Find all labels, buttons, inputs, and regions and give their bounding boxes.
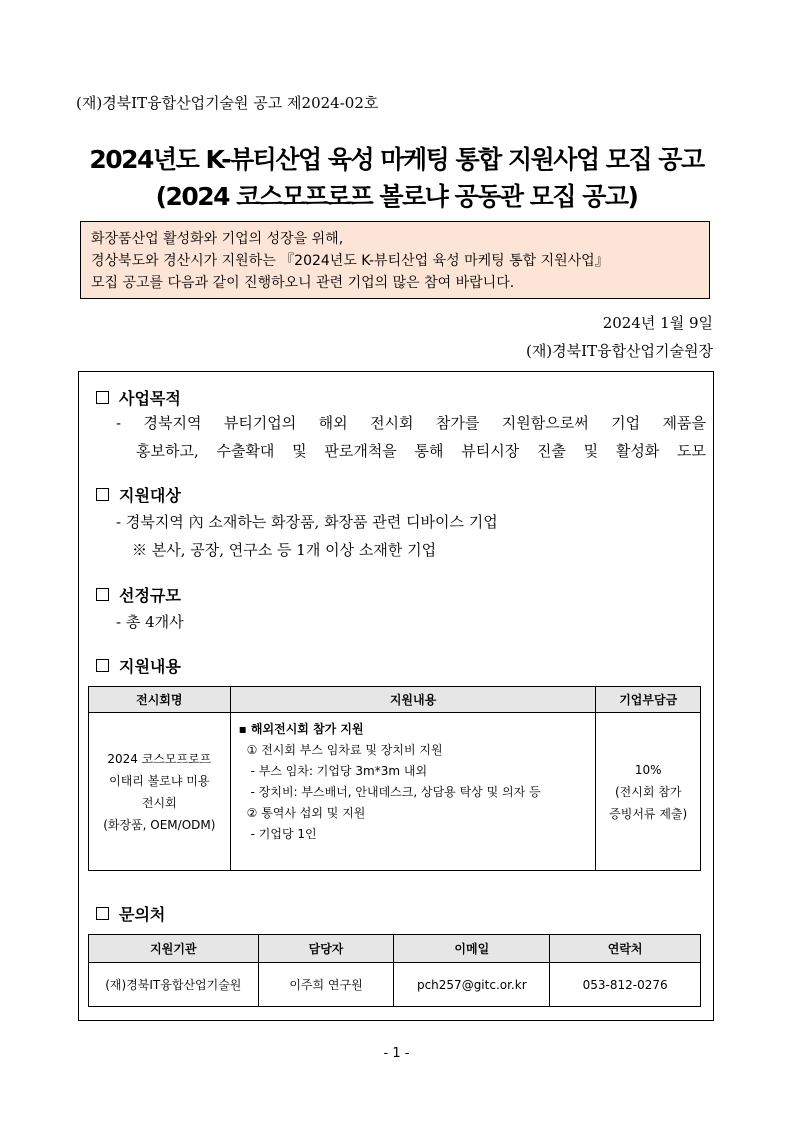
section-title: 지원대상 [119, 486, 181, 505]
section-contact-heading [96, 902, 165, 925]
table-header: 지원기관 [89, 935, 259, 963]
section-purpose-heading [96, 386, 181, 409]
exhibition-line: 2024 코스모프로프 [107, 751, 212, 766]
burden-line: 10% [634, 762, 662, 777]
support-content-table [88, 686, 701, 871]
exhibition-line: 이태리 볼로냐 미용 [109, 773, 210, 788]
issuing-organization: (재)경북IT융합산업기술원장 [525, 342, 713, 360]
intro-box [80, 221, 710, 299]
support-detail-cell [230, 713, 596, 871]
exhibition-cell [89, 713, 231, 871]
support-line: - 기업당 1인 [250, 827, 317, 841]
table-header: 기업부담금 [596, 687, 701, 713]
page-number: - 1 - [383, 1046, 410, 1061]
section-scale-heading [96, 583, 181, 606]
intro-line: 경상북도와 경산시가 지원하는 『2024년도 K-뷰티산업 육성 마케팅 통합 지원사업』 [91, 253, 609, 269]
contact-person: 이주희 연구원 [258, 963, 394, 1007]
purpose-line-1: - 경북지역 뷰티기업의 해외 전시회 참가를 지원함으로써 기업 제품을 [116, 414, 706, 432]
section-title: 사업목적 [119, 389, 181, 408]
title-line-1: 2024년도 K-뷰티산업 육성 마케팅 통합 지원사업 모집 공고 [89, 145, 704, 174]
intro-line: 모집 공고를 다음과 같이 진행하오니 관련 기업의 많은 참여 바랍니다. [91, 275, 515, 291]
table-header: 지원내용 [230, 687, 596, 713]
support-title: ▪ 해외전시회 참가 지원 [238, 722, 364, 736]
table-header: 이메일 [394, 935, 550, 963]
support-line: ① 전시회 부스 임차료 및 장치비 지원 [246, 743, 443, 757]
contact-table [88, 934, 701, 1007]
section-title: 지원내용 [119, 657, 181, 676]
target-line-1: - 경북지역 內 소재하는 화장품, 화장품 관련 디바이스 기업 [116, 513, 498, 531]
contact-email[interactable]: pch257@gitc.or.kr [394, 963, 550, 1007]
table-header-row [89, 935, 701, 963]
target-line-2: ※ 본사, 공장, 연구소 등 1개 이상 소재한 기업 [132, 541, 437, 559]
table-header: 전시회명 [89, 687, 231, 713]
support-line: ② 통역사 섭외 및 지원 [246, 806, 366, 820]
contact-phone: 053-812-0276 [550, 963, 701, 1007]
scale-line-1: - 총 4개사 [116, 613, 184, 631]
support-line: - 부스 임차: 기업당 3m*3m 내외 [250, 764, 428, 778]
burden-cell [596, 713, 701, 871]
title-line-2: (2024 코스모프로프 볼로냐 공동관 모집 공고) [155, 182, 638, 211]
exhibition-line: 전시회 [141, 795, 177, 810]
table-header: 담당자 [258, 935, 394, 963]
support-line: - 장치비: 부스배너, 안내데스크, 상담용 탁상 및 의자 등 [250, 785, 541, 799]
checkbox-icon [96, 907, 109, 920]
burden-line: 증빙서류 제출) [609, 806, 688, 821]
section-content-heading [96, 654, 181, 677]
exhibition-line: (화장품, OEM/ODM) [103, 817, 216, 832]
intro-line: 화장품산업 활성화와 기업의 성장을 위해, [91, 231, 344, 247]
checkbox-icon [96, 391, 109, 404]
checkbox-icon [96, 588, 109, 601]
burden-line: (전시회 참가 [614, 784, 682, 799]
section-title: 선정규모 [119, 586, 181, 605]
notice-date: 2024년 1월 9일 [602, 314, 713, 332]
table-header-row [89, 687, 701, 713]
section-target-heading [96, 483, 181, 506]
notice-number: (재)경북IT융합산업기술원 공고 제2024-02호 [76, 94, 379, 112]
checkbox-icon [96, 659, 109, 672]
section-title: 문의처 [119, 905, 166, 924]
purpose-line-2: 홍보하고, 수출확대 및 판로개척을 통해 뷰티시장 진출 및 활성화 도모 [136, 442, 706, 460]
checkbox-icon [96, 488, 109, 501]
table-row [89, 713, 701, 871]
table-header: 연락처 [550, 935, 701, 963]
contact-org: (재)경북IT융합산업기술원 [89, 963, 259, 1007]
table-row [89, 963, 701, 1007]
